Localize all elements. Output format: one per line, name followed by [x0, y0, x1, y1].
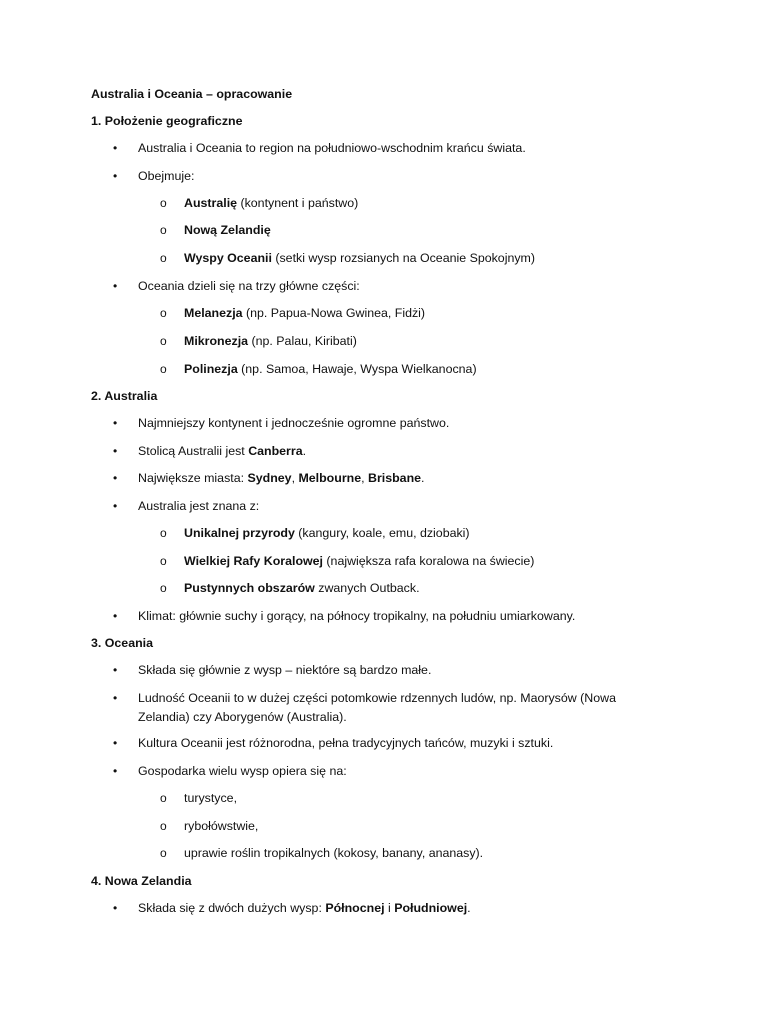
sub-list-item-text	[184, 305, 425, 322]
list-item-text: Oceania dzieli się na trzy główne części:	[138, 279, 360, 293]
term-description: (setki wysp rozsianych na Oceanie Spokojnym)	[271, 251, 535, 265]
term-description: (największa rafa koralowa na świecie)	[322, 554, 535, 568]
section-heading-4: 4. Nowa Zelandia	[91, 874, 192, 888]
sub-list-item-text: rybołówstwie,	[184, 819, 259, 833]
sub-bullet-marker: o	[160, 526, 167, 540]
sub-bullet-marker: o	[160, 251, 167, 265]
bullet-marker: •	[113, 279, 118, 293]
text-fragment: .	[467, 901, 471, 915]
text-fragment: ,	[291, 471, 299, 485]
text-fragment: ,	[361, 471, 368, 485]
bullet-marker: •	[113, 499, 118, 513]
bullet-marker: •	[113, 416, 118, 430]
bold-term: Sydney	[247, 471, 292, 485]
list-item-text: Australia jest znana z:	[138, 499, 260, 513]
text-fragment: i	[384, 901, 395, 915]
bold-term: Wyspy Oceanii	[184, 251, 272, 265]
text-fragment: Składa się z dwóch dużych wysp:	[138, 901, 326, 915]
bullet-marker: •	[113, 663, 118, 677]
list-item-text	[138, 900, 471, 917]
list-item-text: Ludność Oceanii to w dużej części potomkowie rdzennych ludów, np. Maorysów (Nowa	[138, 691, 616, 705]
sub-bullet-marker: o	[160, 581, 167, 595]
bold-term: Mikronezja	[184, 334, 249, 348]
bold-term: Melbourne	[298, 471, 362, 485]
sub-bullet-marker: o	[160, 196, 167, 210]
list-item-text	[138, 470, 424, 487]
term-description: (kangury, koale, emu, dziobaki)	[294, 526, 470, 540]
bold-term: Pustynnych obszarów	[184, 581, 315, 595]
bold-term: Unikalnej przyrody	[184, 526, 295, 540]
list-item-text: Australia i Oceania to region na południowo-wschodnim krańcu świata.	[138, 141, 526, 155]
bullet-marker: •	[113, 691, 118, 705]
text-fragment: Największe miasta:	[138, 471, 248, 485]
bold-term: Australię	[184, 196, 238, 210]
bold-term: Melanezja	[184, 306, 243, 320]
section-heading-2: 2. Australia	[91, 389, 158, 403]
bullet-marker: •	[113, 471, 118, 485]
bullet-marker: •	[113, 444, 118, 458]
text-fragment: .	[421, 471, 425, 485]
list-item-text: Klimat: głównie suchy i gorący, na północy tropikalny, na południu umiarkowany.	[138, 609, 576, 623]
term-description: (np. Papua-Nowa Gwinea, Fidżi)	[242, 306, 426, 320]
bullet-marker: •	[113, 901, 118, 915]
document-title: Australia i Oceania – opracowanie	[91, 87, 293, 101]
sub-bullet-marker: o	[160, 306, 167, 320]
bold-term: Brisbane	[368, 471, 422, 485]
sub-bullet-marker: o	[160, 846, 167, 860]
bold-term: Canberra	[248, 444, 303, 458]
sub-list-item-text	[184, 222, 271, 239]
bold-term: Wielkiej Rafy Koralowej	[184, 554, 323, 568]
list-item-text: Obejmuje:	[138, 169, 195, 183]
sub-list-item-text	[184, 333, 357, 350]
section-heading-1: 1. Położenie geograficzne	[91, 114, 243, 128]
sub-list-item-text	[184, 553, 534, 570]
sub-bullet-marker: o	[160, 362, 167, 376]
list-item-text	[138, 443, 306, 460]
bullet-marker: •	[113, 764, 118, 778]
sub-list-item-text	[184, 250, 535, 267]
bold-term: Nową Zelandię	[184, 223, 271, 237]
list-item-text: Zelandia) czy Aborygenów (Australia).	[138, 710, 347, 724]
bold-term: Południowej	[394, 901, 468, 915]
bold-term: Północnej	[325, 901, 385, 915]
term-description: (np. Palau, Kiribati)	[248, 334, 357, 348]
sub-bullet-marker: o	[160, 223, 167, 237]
bullet-marker: •	[113, 141, 118, 155]
term-description: zwanych Outback.	[314, 581, 420, 595]
sub-bullet-marker: o	[160, 334, 167, 348]
text-fragment: Stolicą Australii jest	[138, 444, 249, 458]
bold-term: Polinezja	[184, 362, 238, 376]
text-fragment: .	[302, 444, 307, 458]
sub-bullet-marker: o	[160, 554, 167, 568]
sub-list-item-text: uprawie roślin tropikalnych (kokosy, banany, ananasy).	[184, 846, 484, 860]
term-description: (kontynent i państwo)	[237, 196, 359, 210]
bullet-marker: •	[113, 169, 118, 183]
term-description: (np. Samoa, Hawaje, Wyspa Wielkanocna)	[237, 362, 477, 376]
sub-list-item-text	[184, 580, 420, 597]
sub-list-item-text	[184, 361, 477, 378]
sub-bullet-marker: o	[160, 819, 167, 833]
list-item-text: Najmniejszy kontynent i jednocześnie ogromne państwo.	[138, 416, 450, 430]
sub-list-item-text	[184, 525, 470, 542]
list-item-text: Kultura Oceanii jest różnorodna, pełna tradycyjnych tańców, muzyki i sztuki.	[138, 736, 554, 750]
sub-list-item-text: turystyce,	[184, 791, 238, 805]
section-heading-3: 3. Oceania	[91, 636, 153, 650]
bullet-marker: •	[113, 736, 118, 750]
list-item-text: Składa się głównie z wysp – niektóre są bardzo małe.	[138, 663, 432, 677]
bullet-marker: •	[113, 609, 118, 623]
sub-list-item-text	[184, 195, 358, 212]
list-item-text: Gospodarka wielu wysp opiera się na:	[138, 764, 347, 778]
sub-bullet-marker: o	[160, 791, 167, 805]
